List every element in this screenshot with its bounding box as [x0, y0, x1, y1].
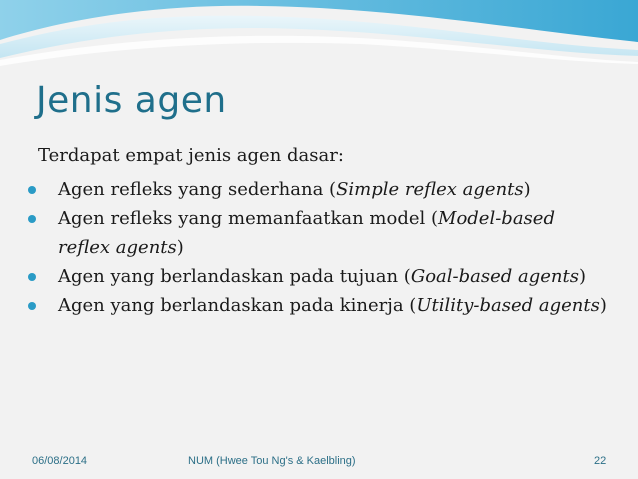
footer-date: 06/08/2014: [32, 455, 88, 467]
bullet-suffix: ): [599, 295, 607, 316]
bullet-italic-text: Simple reflex agents: [336, 179, 524, 200]
bullet-text: Agen yang berlandaskan pada kinerja (: [58, 295, 417, 316]
intro-text: Terdapat empat jenis agen dasar:: [38, 145, 344, 166]
bullet-suffix: ): [176, 237, 184, 258]
list-item: [22, 175, 612, 204]
footer-source: NUM (Hwee Tou Ng's & Kaelbling): [188, 455, 356, 467]
bullet-icon: [28, 215, 36, 223]
bullet-text: Agen refleks yang sederhana (: [58, 179, 337, 200]
list-item: [22, 204, 612, 262]
bullet-icon: [28, 273, 36, 281]
list-item: [22, 291, 612, 320]
bullet-italic-text: Goal-based agents: [410, 266, 579, 287]
bullet-text: Agen refleks yang memanfaatkan model (: [58, 208, 439, 229]
bullet-icon: [28, 186, 36, 194]
bullet-italic-text: Model-based reflex agents: [58, 208, 555, 258]
page-number: 22: [594, 455, 607, 467]
bullet-text: Agen yang berlandaskan pada tujuan (: [58, 266, 411, 287]
slide-title: Jenis agen: [36, 80, 227, 121]
bullet-suffix: ): [578, 266, 587, 287]
bullet-icon: [28, 302, 36, 310]
header-wave-decoration: [0, 0, 638, 80]
bullet-list: [22, 175, 612, 320]
bullet-suffix: ): [523, 179, 531, 200]
bullet-italic-text: Utility-based agents: [416, 295, 600, 316]
list-item: [22, 262, 612, 291]
